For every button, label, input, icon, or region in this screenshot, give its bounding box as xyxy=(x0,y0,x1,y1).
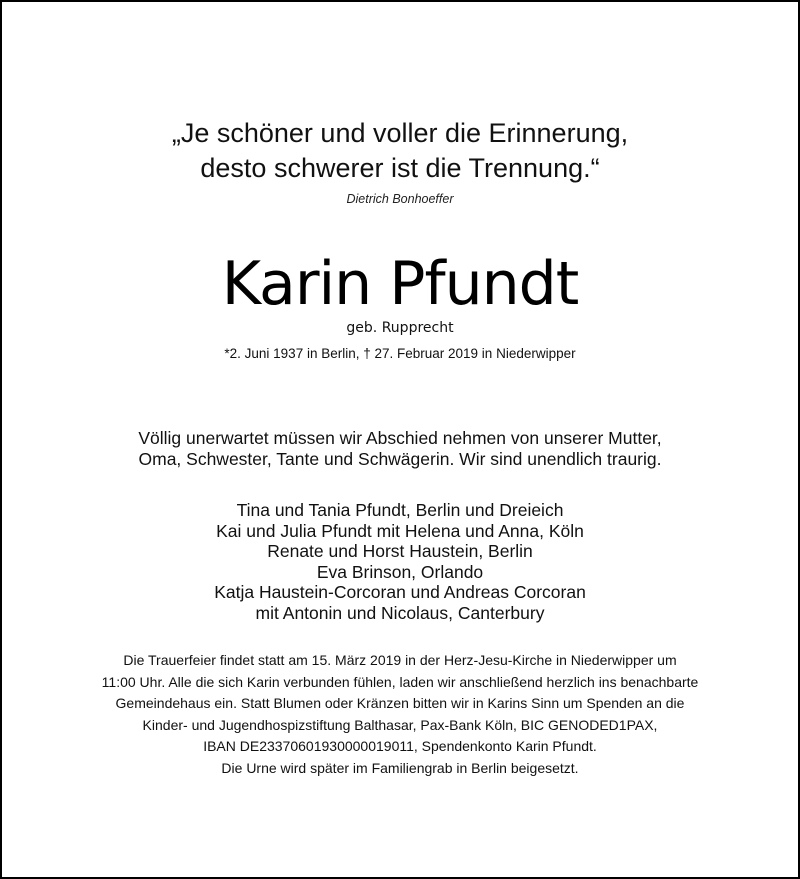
service-details xyxy=(2,650,798,779)
mourner-entry: Renate und Horst Haustein, Berlin xyxy=(267,541,533,561)
service-line: Gemeindehaus ein. Statt Blumen oder Kränzen bitten wir in Karins Sinn um Spenden an die xyxy=(115,695,685,711)
deceased-name: Karin Pfundt xyxy=(221,249,579,319)
mourner-entry: Eva Brinson, Orlando xyxy=(316,561,484,582)
mourners-list xyxy=(2,500,798,623)
service-line: Die Trauerfeier findet statt am 15. März 2019 in der Herz-Jesu-Kirche in Niederwipper um xyxy=(123,652,677,668)
memorial-quote xyxy=(2,116,798,186)
mourner-entry: mit Antonin und Nicolaus, Canterbury xyxy=(255,602,545,623)
quote-line: desto schwerer ist die Trennung.“ xyxy=(200,153,600,183)
service-line: IBAN DE23370601930000019011, Spendenkonto Karin Pfundt. xyxy=(203,738,597,754)
announcement-line: Völlig unerwartet müssen wir Abschied nehmen von unserer Mutter, xyxy=(138,428,662,448)
service-line: Kinder- und Jugendhospizstiftung Balthasar, Pax-Bank Köln, BIC GENODED1PAX, xyxy=(142,716,658,733)
mourner-entry: Katja Haustein-Corcoran und Andreas Corcoran xyxy=(214,582,586,602)
quote-line: „Je schöner und voller die Erinnerung, xyxy=(171,118,629,148)
maiden-name: geb. Rupprecht xyxy=(346,320,454,336)
life-dates: *2. Juni 1937 in Berlin, † 27. Februar 2019 in Niederwipper xyxy=(224,346,576,361)
mourner-entry: Kai und Julia Pfundt mit Helena und Anna, Köln xyxy=(216,520,584,541)
announcement-line: Oma, Schwester, Tante und Schwägerin. Wir sind unendlich traurig. xyxy=(138,449,662,469)
announcement-text xyxy=(2,428,798,470)
quote-author: Dietrich Bonhoeffer xyxy=(346,192,454,206)
service-line: 11:00 Uhr. Alle die sich Karin verbunden fühlen, laden wir anschließend herzlich ins benachbarte xyxy=(101,673,699,690)
service-line: Die Urne wird später im Familiengrab in Berlin beigesetzt. xyxy=(221,759,579,776)
mourner-entry: Tina und Tania Pfundt, Berlin und Dreieich xyxy=(236,500,564,520)
